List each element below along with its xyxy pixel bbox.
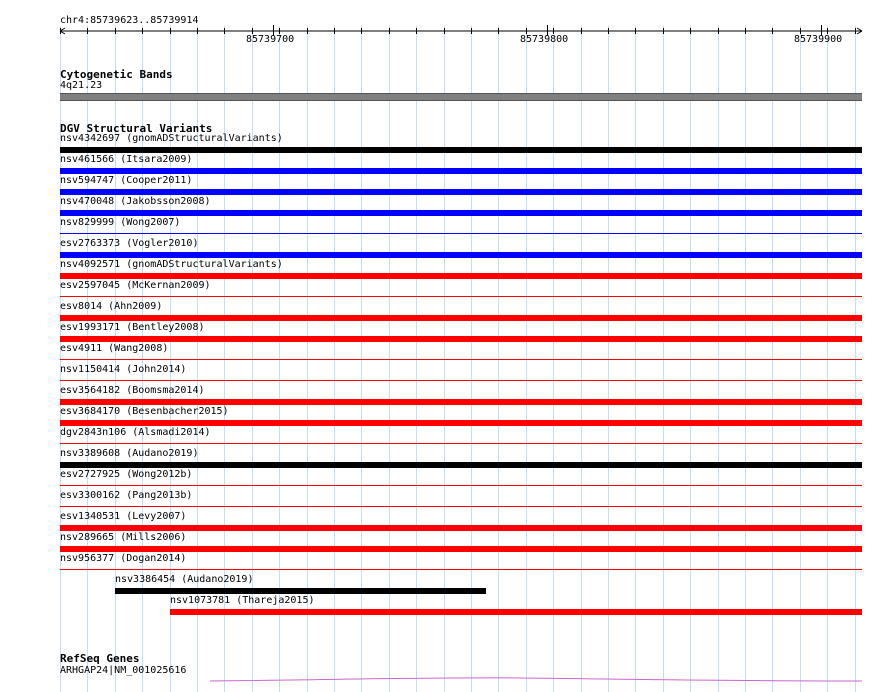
dgv-feature-label[interactable]: esv1993171 (Bentley2008) bbox=[60, 322, 205, 333]
dgv-feature-bar[interactable] bbox=[60, 569, 862, 570]
dgv-feature-label[interactable]: nsv956377 (Dogan2014) bbox=[60, 553, 187, 564]
dgv-feature-label[interactable]: esv1340531 (Levy2007) bbox=[60, 511, 187, 522]
dgv-feature-bar[interactable] bbox=[60, 525, 862, 531]
dgv-feature-bar[interactable] bbox=[170, 609, 862, 615]
dgv-feature-bar[interactable] bbox=[115, 588, 486, 594]
dgv-feature-label[interactable]: esv2727925 (Wong2012b) bbox=[60, 469, 193, 480]
dgv-feature-label[interactable]: esv3300162 (Pang2013b) bbox=[60, 490, 193, 501]
dgv-feature-bar[interactable] bbox=[60, 336, 862, 342]
dgv-feature-bar[interactable] bbox=[60, 399, 862, 405]
dgv-feature-label[interactable]: nsv829999 (Wong2007) bbox=[60, 217, 181, 228]
refseq-gene-line[interactable] bbox=[0, 676, 890, 686]
dgv-feature-bar[interactable] bbox=[60, 380, 862, 381]
cytoband-bar[interactable] bbox=[60, 93, 862, 101]
ruler-tick-label-1: 85739700 bbox=[246, 34, 295, 45]
dgv-track-title[interactable]: DGV Structural Variants bbox=[60, 122, 213, 135]
dgv-feature-label[interactable]: esv4911 (Wang2008) bbox=[60, 343, 169, 354]
dgv-feature-label[interactable]: esv8014 (Ahn2009) bbox=[60, 301, 163, 312]
ruler-tick-label-2: 85739800 bbox=[520, 34, 569, 45]
refseq-gene-intron bbox=[210, 678, 862, 681]
dgv-feature-bar[interactable] bbox=[60, 233, 862, 234]
dgv-feature-bar[interactable] bbox=[60, 506, 862, 507]
dgv-feature-label[interactable]: esv2597045 (McKernan2009) bbox=[60, 280, 211, 291]
dgv-feature-label[interactable]: nsv470048 (Jakobsson2008) bbox=[60, 196, 211, 207]
dgv-feature-label[interactable]: nsv1150414 (John2014) bbox=[60, 364, 187, 375]
dgv-feature-bar[interactable] bbox=[60, 147, 862, 153]
dgv-feature-label[interactable]: esv3684170 (Besenbacher2015) bbox=[60, 406, 229, 417]
dgv-feature-label[interactable]: nsv4342697 (gnomADStructuralVariants) bbox=[60, 133, 283, 144]
dgv-feature-bar[interactable] bbox=[60, 273, 862, 279]
dgv-feature-bar[interactable] bbox=[60, 546, 862, 552]
dgv-feature-label[interactable]: nsv4092571 (gnomADStructuralVariants) bbox=[60, 259, 283, 270]
refseq-track-title[interactable]: RefSeq Genes bbox=[60, 652, 140, 665]
dgv-feature-label[interactable]: nsv1073781 (Thareja2015) bbox=[170, 595, 315, 606]
ruler-axis bbox=[0, 24, 890, 44]
dgv-feature-bar[interactable] bbox=[60, 462, 862, 468]
dgv-feature-label[interactable]: nsv3386454 (Audano2019) bbox=[115, 574, 254, 585]
cytoband-track-title[interactable]: Cytogenetic Bands bbox=[60, 68, 173, 81]
refseq-gene-label[interactable]: ARHGAP24|NM_001025616 bbox=[60, 665, 187, 676]
dgv-feature-bar[interactable] bbox=[60, 420, 862, 426]
dgv-feature-bar[interactable] bbox=[60, 359, 862, 360]
ruler-tick-label-3: 85739900 bbox=[794, 34, 843, 45]
dgv-feature-label[interactable]: esv3564182 (Boomsma2014) bbox=[60, 385, 205, 396]
dgv-feature-bar[interactable] bbox=[60, 210, 862, 216]
dgv-feature-label[interactable]: nsv289665 (Mills2006) bbox=[60, 532, 187, 543]
dgv-feature-bar[interactable] bbox=[60, 252, 862, 258]
dgv-feature-label[interactable]: nsv3389608 (Audano2019) bbox=[60, 448, 199, 459]
dgv-feature-bar[interactable] bbox=[60, 189, 862, 195]
dgv-feature-bar[interactable] bbox=[60, 296, 862, 297]
dgv-feature-label[interactable]: dgv2843n106 (Alsmadi2014) bbox=[60, 427, 211, 438]
ruler-location-label: chr4:85739623..85739914 bbox=[60, 15, 199, 26]
dgv-feature-bar[interactable] bbox=[60, 443, 862, 444]
dgv-feature-bar[interactable] bbox=[60, 315, 862, 321]
dgv-feature-label[interactable]: esv2763373 (Vogler2010) bbox=[60, 238, 199, 249]
dgv-feature-label[interactable]: nsv594747 (Cooper2011) bbox=[60, 175, 193, 186]
cytoband-label: 4q21.23 bbox=[60, 80, 103, 91]
dgv-feature-bar[interactable] bbox=[60, 485, 862, 486]
dgv-feature-bar[interactable] bbox=[60, 168, 862, 174]
dgv-feature-label[interactable]: nsv461566 (Itsara2009) bbox=[60, 154, 193, 165]
